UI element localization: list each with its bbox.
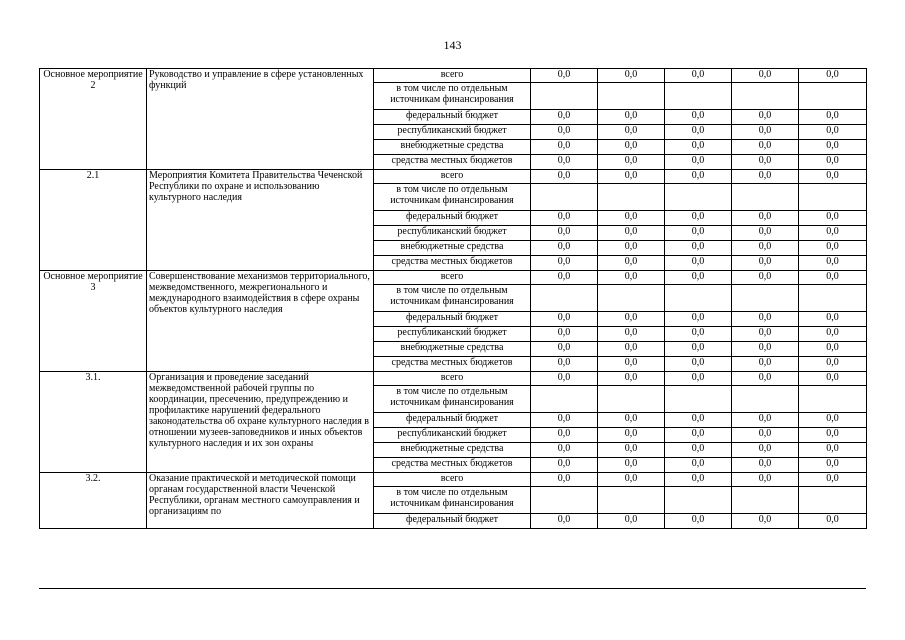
funding-value: 0,0 xyxy=(732,155,799,170)
funding-value xyxy=(531,487,598,514)
funding-source: средства местных бюджетов xyxy=(374,357,531,372)
funding-value: 0,0 xyxy=(732,271,799,285)
funding-value xyxy=(665,386,732,413)
funding-source: республиканский бюджет xyxy=(374,428,531,443)
funding-value xyxy=(732,386,799,413)
funding-value: 0,0 xyxy=(665,271,732,285)
funding-value: 0,0 xyxy=(732,140,799,155)
funding-value xyxy=(799,386,867,413)
funding-value: 0,0 xyxy=(531,428,598,443)
funding-value: 0,0 xyxy=(732,327,799,342)
funding-value: 0,0 xyxy=(732,211,799,226)
funding-value xyxy=(799,184,867,211)
funding-value: 0,0 xyxy=(665,256,732,271)
funding-value: 0,0 xyxy=(799,372,867,386)
funding-value: 0,0 xyxy=(799,125,867,140)
funding-value: 0,0 xyxy=(799,413,867,428)
funding-value: 0,0 xyxy=(732,170,799,184)
funding-value: 0,0 xyxy=(665,327,732,342)
funding-source: в том числе по отдельным источникам финансирования xyxy=(374,487,531,514)
funding-value: 0,0 xyxy=(732,443,799,458)
funding-value xyxy=(665,487,732,514)
funding-value: 0,0 xyxy=(799,110,867,125)
funding-value: 0,0 xyxy=(598,256,665,271)
funding-value: 0,0 xyxy=(598,342,665,357)
funding-value: 0,0 xyxy=(665,226,732,241)
funding-value xyxy=(799,487,867,514)
funding-value xyxy=(732,83,799,110)
funding-value: 0,0 xyxy=(732,110,799,125)
funding-value: 0,0 xyxy=(531,443,598,458)
funding-value: 0,0 xyxy=(665,342,732,357)
table-bottom-border xyxy=(39,588,866,589)
funding-value: 0,0 xyxy=(598,312,665,327)
funding-value: 0,0 xyxy=(531,226,598,241)
funding-value: 0,0 xyxy=(799,458,867,473)
funding-value xyxy=(665,83,732,110)
budget-table xyxy=(39,68,867,529)
funding-value: 0,0 xyxy=(531,140,598,155)
activity-name: Руководство и управление в сфере установленных функций xyxy=(147,69,374,170)
funding-value: 0,0 xyxy=(531,372,598,386)
funding-value: 0,0 xyxy=(665,170,732,184)
funding-source: в том числе по отдельным источникам финансирования xyxy=(374,386,531,413)
funding-value: 0,0 xyxy=(531,241,598,256)
funding-source: республиканский бюджет xyxy=(374,226,531,241)
funding-value xyxy=(598,386,665,413)
funding-value: 0,0 xyxy=(665,443,732,458)
funding-value xyxy=(598,83,665,110)
activity-name: Оказание практической и методической помощи органам государственной власти Чеченской Республики, органам местного самоуправления и организациям по xyxy=(147,473,374,529)
funding-value: 0,0 xyxy=(665,312,732,327)
funding-source: всего xyxy=(374,372,531,386)
funding-value: 0,0 xyxy=(799,312,867,327)
funding-source: средства местных бюджетов xyxy=(374,458,531,473)
funding-value: 0,0 xyxy=(531,327,598,342)
page-number: 143 xyxy=(443,38,462,52)
funding-source: федеральный бюджет xyxy=(374,110,531,125)
funding-source: федеральный бюджет xyxy=(374,211,531,226)
funding-value: 0,0 xyxy=(799,241,867,256)
funding-value: 0,0 xyxy=(531,514,598,529)
funding-value xyxy=(531,184,598,211)
activity-name: Совершенствование механизмов территориального, межведомственного, межрегионального и международного взаимодействия в сфере охраны объектов культурного наследия xyxy=(147,271,374,372)
funding-value: 0,0 xyxy=(799,271,867,285)
funding-value: 0,0 xyxy=(665,413,732,428)
funding-value: 0,0 xyxy=(598,327,665,342)
funding-value: 0,0 xyxy=(732,312,799,327)
funding-value: 0,0 xyxy=(598,372,665,386)
funding-value: 0,0 xyxy=(598,69,665,83)
funding-value xyxy=(799,83,867,110)
funding-value: 0,0 xyxy=(732,514,799,529)
funding-value xyxy=(665,184,732,211)
funding-value: 0,0 xyxy=(732,413,799,428)
funding-value: 0,0 xyxy=(531,357,598,372)
activity-code: Основное мероприятие 2 xyxy=(40,69,147,170)
funding-value: 0,0 xyxy=(732,357,799,372)
funding-value xyxy=(732,285,799,312)
activity-name: Организация и проведение заседаний межведомственной рабочей группы по координации, пресечению, предупреждению и профилактике нарушений федерального законодательства об охране культурного наследия в отношении музеев-заповедников и иных объектов культурного наследия и их зон охраны xyxy=(147,372,374,473)
funding-value: 0,0 xyxy=(665,357,732,372)
funding-value: 0,0 xyxy=(598,110,665,125)
funding-value xyxy=(598,487,665,514)
funding-value xyxy=(598,285,665,312)
funding-value xyxy=(732,487,799,514)
funding-value: 0,0 xyxy=(531,413,598,428)
funding-value: 0,0 xyxy=(665,211,732,226)
funding-source: всего xyxy=(374,69,531,83)
funding-source: внебюджетные средства xyxy=(374,140,531,155)
funding-source: всего xyxy=(374,473,531,487)
funding-value: 0,0 xyxy=(799,443,867,458)
activity-code: Основное мероприятие 3 xyxy=(40,271,147,372)
funding-value: 0,0 xyxy=(799,69,867,83)
funding-source: средства местных бюджетов xyxy=(374,155,531,170)
funding-value: 0,0 xyxy=(531,211,598,226)
activity-code: 3.1. xyxy=(40,372,147,473)
funding-value: 0,0 xyxy=(598,443,665,458)
funding-value: 0,0 xyxy=(665,140,732,155)
funding-source: всего xyxy=(374,170,531,184)
funding-value: 0,0 xyxy=(732,241,799,256)
funding-value: 0,0 xyxy=(732,125,799,140)
funding-value: 0,0 xyxy=(598,473,665,487)
funding-value: 0,0 xyxy=(665,155,732,170)
funding-value: 0,0 xyxy=(799,428,867,443)
activity-code: 2.1 xyxy=(40,170,147,271)
funding-value: 0,0 xyxy=(598,271,665,285)
funding-source: внебюджетные средства xyxy=(374,443,531,458)
funding-value: 0,0 xyxy=(799,155,867,170)
funding-value: 0,0 xyxy=(531,69,598,83)
funding-value xyxy=(531,285,598,312)
funding-value xyxy=(732,184,799,211)
funding-value: 0,0 xyxy=(531,170,598,184)
funding-source: средства местных бюджетов xyxy=(374,256,531,271)
table-row xyxy=(40,473,867,487)
funding-value: 0,0 xyxy=(531,110,598,125)
funding-value: 0,0 xyxy=(665,69,732,83)
funding-value: 0,0 xyxy=(732,428,799,443)
funding-value: 0,0 xyxy=(598,428,665,443)
funding-value: 0,0 xyxy=(732,226,799,241)
funding-value: 0,0 xyxy=(598,458,665,473)
funding-value xyxy=(531,386,598,413)
funding-value: 0,0 xyxy=(799,170,867,184)
funding-value: 0,0 xyxy=(799,140,867,155)
funding-source: республиканский бюджет xyxy=(374,327,531,342)
activity-name: Мероприятия Комитета Правительства Чеченской Республики по охране и использованию культурного наследия xyxy=(147,170,374,271)
table-row xyxy=(40,372,867,386)
funding-value: 0,0 xyxy=(665,241,732,256)
funding-value: 0,0 xyxy=(799,514,867,529)
funding-value: 0,0 xyxy=(665,372,732,386)
funding-value xyxy=(665,285,732,312)
funding-value: 0,0 xyxy=(732,256,799,271)
funding-source: федеральный бюджет xyxy=(374,312,531,327)
funding-value: 0,0 xyxy=(531,312,598,327)
activity-code: 3.2. xyxy=(40,473,147,529)
funding-value: 0,0 xyxy=(598,125,665,140)
funding-source: федеральный бюджет xyxy=(374,413,531,428)
funding-source: республиканский бюджет xyxy=(374,125,531,140)
funding-value: 0,0 xyxy=(665,473,732,487)
funding-value: 0,0 xyxy=(598,357,665,372)
funding-source: в том числе по отдельным источникам финансирования xyxy=(374,83,531,110)
funding-value: 0,0 xyxy=(799,256,867,271)
funding-value: 0,0 xyxy=(531,155,598,170)
funding-value: 0,0 xyxy=(665,514,732,529)
funding-value: 0,0 xyxy=(665,458,732,473)
funding-value: 0,0 xyxy=(598,514,665,529)
funding-value: 0,0 xyxy=(598,155,665,170)
funding-value: 0,0 xyxy=(531,256,598,271)
funding-value: 0,0 xyxy=(598,413,665,428)
funding-source: внебюджетные средства xyxy=(374,342,531,357)
funding-value: 0,0 xyxy=(531,271,598,285)
funding-value: 0,0 xyxy=(732,372,799,386)
funding-value: 0,0 xyxy=(665,428,732,443)
funding-value: 0,0 xyxy=(732,473,799,487)
funding-value: 0,0 xyxy=(598,170,665,184)
funding-value: 0,0 xyxy=(732,69,799,83)
funding-value: 0,0 xyxy=(732,342,799,357)
funding-value: 0,0 xyxy=(598,241,665,256)
funding-source: внебюджетные средства xyxy=(374,241,531,256)
funding-source: в том числе по отдельным источникам финансирования xyxy=(374,184,531,211)
funding-value: 0,0 xyxy=(732,458,799,473)
funding-value: 0,0 xyxy=(598,140,665,155)
budget-table-body xyxy=(40,69,867,529)
table-row xyxy=(40,69,867,83)
funding-value: 0,0 xyxy=(665,110,732,125)
funding-source: в том числе по отдельным источникам финансирования xyxy=(374,285,531,312)
funding-value: 0,0 xyxy=(598,226,665,241)
funding-value: 0,0 xyxy=(799,211,867,226)
funding-source: всего xyxy=(374,271,531,285)
table-row xyxy=(40,271,867,285)
funding-value: 0,0 xyxy=(799,342,867,357)
funding-value xyxy=(799,285,867,312)
funding-value: 0,0 xyxy=(799,357,867,372)
funding-value: 0,0 xyxy=(799,327,867,342)
funding-value: 0,0 xyxy=(531,458,598,473)
funding-value: 0,0 xyxy=(799,473,867,487)
table-row xyxy=(40,170,867,184)
funding-value: 0,0 xyxy=(531,473,598,487)
funding-value xyxy=(598,184,665,211)
funding-value: 0,0 xyxy=(665,125,732,140)
funding-source: федеральный бюджет xyxy=(374,514,531,529)
funding-value: 0,0 xyxy=(531,125,598,140)
funding-value: 0,0 xyxy=(531,342,598,357)
funding-value: 0,0 xyxy=(799,226,867,241)
funding-value xyxy=(531,83,598,110)
funding-value: 0,0 xyxy=(598,211,665,226)
